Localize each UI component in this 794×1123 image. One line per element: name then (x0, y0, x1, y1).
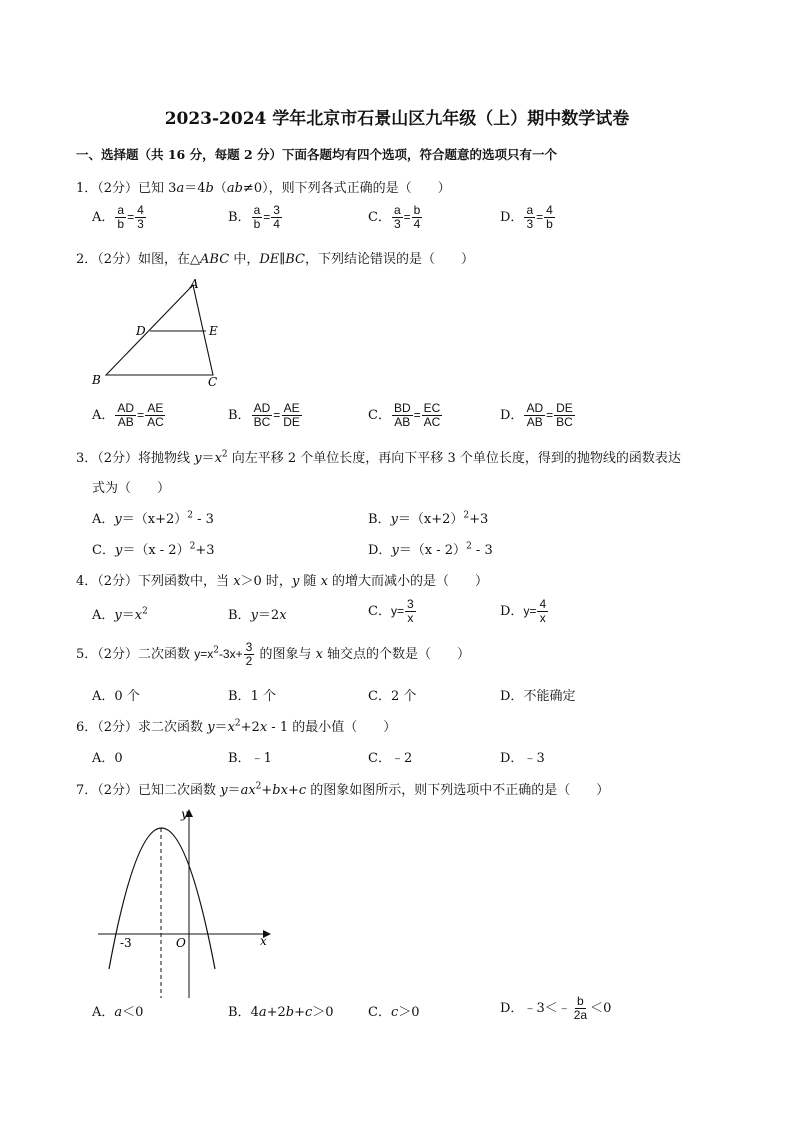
question-3: 3．（2分）将抛物线 $y=x^2$ 向左平移 2 个单位长度，再向下平移 3 个单位长度，得到的抛物线的函数表达 (76, 449, 681, 466)
label-c: C (208, 375, 218, 389)
q4-option-c[interactable]: C．y= $\frac{3}{x}$ (368, 597, 414, 625)
q7-option-a[interactable]: A．a＜0 (92, 1005, 144, 1020)
q2-option-d[interactable]: D． $\frac{AD}{AB}$ = $\frac{DE}{BC}$ (500, 401, 573, 429)
q1-option-c[interactable]: C． $\frac{a}{3}$ = $\frac{b}{4}$ (368, 203, 421, 231)
q4-option-d[interactable]: D．y= $\frac{4}{x}$ (500, 597, 547, 625)
question-7: 7．（2分）已知二次函数 $y=ax^2+bx+c$ 的图象如图所示，则下列选项中不正确的是（ ） (76, 781, 610, 798)
q6-option-d[interactable]: D．﹣3 (500, 751, 545, 766)
parabola-figure (92, 802, 282, 1000)
question-2: 2．（2分）如图，在△ABC 中，DE∥BC，下列结论错误的是（ ） (76, 252, 475, 267)
q4-option-b[interactable]: B．y＝2x (228, 608, 287, 623)
q6-option-c[interactable]: C．﹣2 (368, 751, 413, 766)
minus-three-label: -3 (120, 936, 132, 950)
q2-option-a[interactable]: A． $\frac{AD}{AB}$ = $\frac{AE}{AC}$ (92, 401, 164, 429)
label-b: B (92, 373, 101, 387)
q2-option-c[interactable]: C． $\frac{BD}{AB}$ = $\frac{EC}{AC}$ (368, 401, 441, 429)
triangle-abc (106, 285, 213, 375)
q6-option-a[interactable]: A．0 (92, 751, 123, 766)
q1-option-a[interactable]: A． $\frac{a}{b}$ = $\frac{4}{3}$ (92, 203, 144, 231)
q6-option-b[interactable]: B．﹣1 (228, 751, 272, 766)
q3-option-b[interactable]: B．$y=(x+2)^2+3$ (368, 510, 489, 527)
section-heading: 一、选择题（共 16 分，每题 2 分）下面各题均有四个选项，符合题意的选项只有一个 (76, 147, 558, 162)
label-e: E (209, 324, 218, 338)
label-d: D (136, 324, 146, 338)
origin-label: O (176, 936, 186, 950)
q1-option-b[interactable]: B． $\frac{a}{b}$ = $\frac{3}{4}$ (228, 203, 280, 231)
q7-option-c[interactable]: C．c＞0 (368, 1005, 420, 1020)
q7-option-d[interactable]: D．﹣3＜﹣ $\frac{b}{2a}$ ＜0 (500, 994, 612, 1022)
q5-option-a[interactable]: A．0 个 (92, 689, 140, 704)
q5-option-c[interactable]: C．2 个 (368, 689, 417, 704)
q2-option-b[interactable]: B． $\frac{AD}{BC}$ = $\frac{AE}{DE}$ (228, 401, 300, 429)
q5-option-d[interactable]: D．不能确定 (500, 689, 576, 704)
x-axis-label: x (260, 934, 267, 948)
question-4: 4．（2分）下列函数中，当 x＞0 时，y 随 x 的增大而减小的是（ ） (76, 574, 489, 589)
q3-option-c[interactable]: C．y＝（x - 2）$^2$+3 (92, 541, 215, 558)
label-a: A (190, 277, 199, 291)
q7-option-b[interactable]: B．4a+2b+c＞0 (228, 1005, 334, 1020)
triangle-figure (90, 272, 230, 394)
question-6: 6．（2分）求二次函数 $y=x^2+2x - 1$ 的最小值（ ） (76, 718, 397, 735)
question-1: 1．（2分）已知 3a＝4b（ab≠0），则下列各式正确的是（ ） (76, 181, 451, 196)
y-axis-label: y (181, 807, 188, 821)
q3-option-d[interactable]: D．y＝（x - 2）$^2$ - 3 (368, 541, 493, 558)
page-title: 2023-2024 学年北京市石景山区九年级（上）期中数学试卷 (164, 109, 630, 129)
question-3-line2: 式为（ ） (92, 481, 171, 496)
q1-option-d[interactable]: D． $\frac{a}{3}$ = $\frac{4}{b}$ (500, 203, 553, 231)
q5-option-b[interactable]: B．1 个 (228, 689, 276, 704)
q3-option-a[interactable]: A．$y=(x+2)^2 - 3$ (92, 510, 214, 527)
question-5: 5．（2分）二次函数 $y=x^2-3x+$ $\frac{3}{2}$ 的图象与 x 轴交点的个数是（ ） (76, 640, 471, 668)
q4-option-a[interactable]: A．$y=x^2$ (92, 606, 148, 623)
